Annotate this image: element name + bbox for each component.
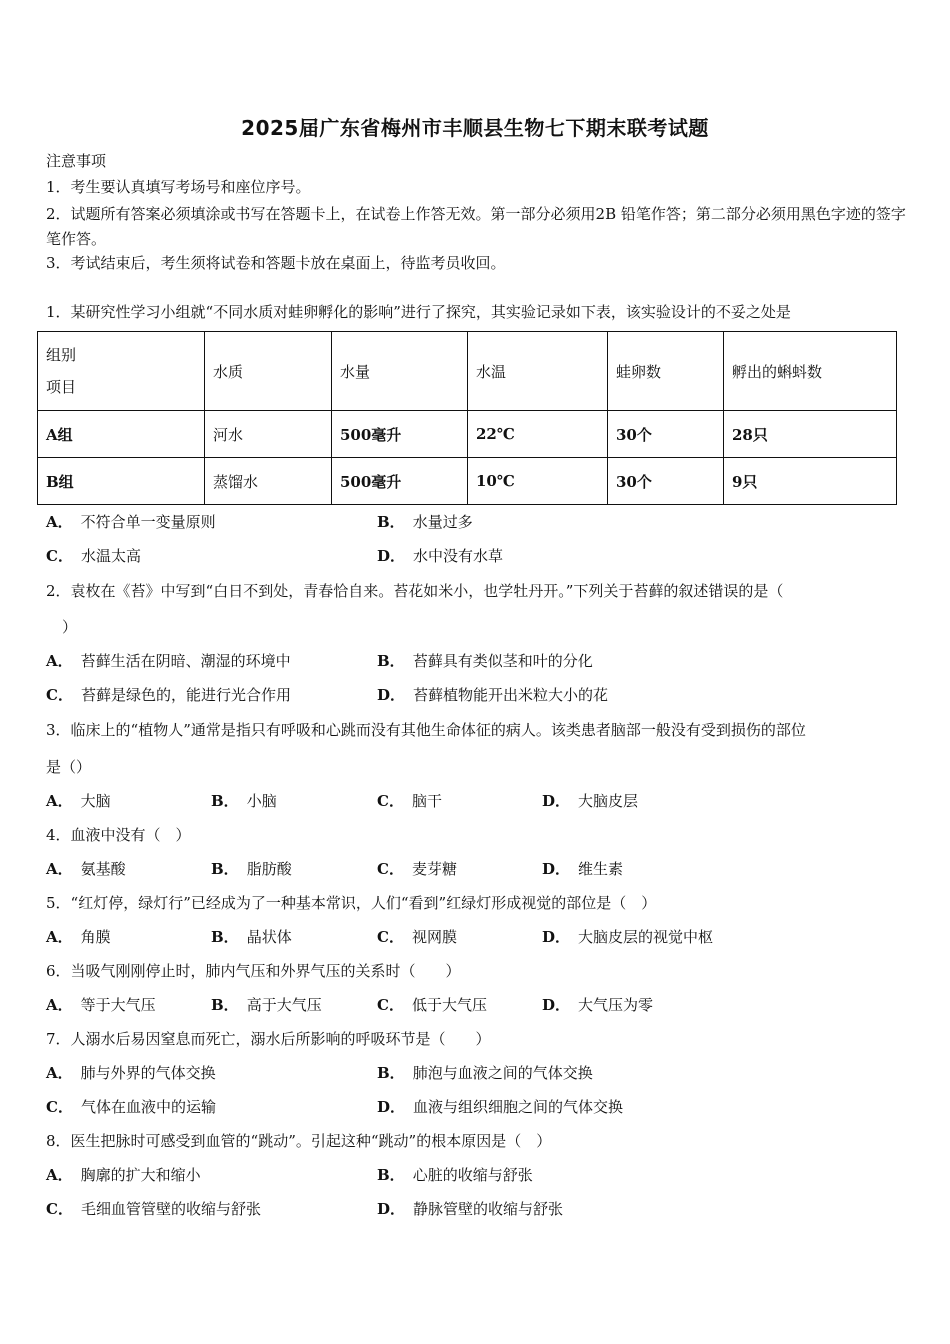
option-d[interactable]: D． 大脑皮层的视觉中枢: [542, 928, 714, 946]
option-a[interactable]: A． 不符合单一变量原则: [46, 513, 216, 531]
notice-item: 3．考试结束后，考生须将试卷和答题卡放在桌面上，待监考员收回。: [46, 254, 506, 272]
option-b[interactable]: B． 小脑: [211, 792, 277, 810]
option-d[interactable]: D． 大气压为零: [542, 996, 654, 1014]
option-d[interactable]: D． 静脉管壁的收缩与舒张: [377, 1200, 564, 1218]
table-corner-cell: [38, 332, 205, 411]
table-cell: B组: [38, 458, 205, 505]
table-header-cell: 孵出的蝌蚪数: [724, 332, 897, 411]
table-row: [38, 411, 897, 458]
option-c[interactable]: C． 视网膜: [377, 928, 457, 946]
option-b[interactable]: B． 苔藓具有类似茎和叶的分化: [377, 652, 593, 670]
option-c[interactable]: C． 苔藓是绿色的，能进行光合作用: [46, 686, 291, 704]
corner-top-label: 组别: [46, 346, 77, 364]
table-cell: 30个: [608, 458, 724, 505]
option-c[interactable]: C． 麦芽糖: [377, 860, 457, 878]
option-a[interactable]: A． 大脑: [46, 792, 111, 810]
option-a[interactable]: A． 苔藓生活在阴暗、潮湿的环境中: [46, 652, 291, 670]
option-c[interactable]: C． 毛细血管管壁的收缩与舒张: [46, 1200, 261, 1218]
option-b[interactable]: B． 晶状体: [211, 928, 292, 946]
question-2-stem-cont: ）: [62, 618, 78, 636]
table-cell: 28只: [724, 411, 897, 458]
option-b[interactable]: B． 高于大气压: [211, 996, 322, 1014]
table-header-cell: 水温: [468, 332, 608, 411]
question-3-stem-cont: 是（）: [46, 758, 92, 776]
table-header-cell: 水量: [332, 332, 468, 411]
table-cell: 河水: [205, 411, 332, 458]
option-c[interactable]: C． 水温太高: [46, 547, 141, 565]
table-cell: 500毫升: [332, 458, 468, 505]
notice-heading: 注意事项: [46, 152, 107, 170]
table-cell: 蒸馏水: [205, 458, 332, 505]
option-c[interactable]: C． 脑干: [377, 792, 442, 810]
option-b[interactable]: B． 心脏的收缩与舒张: [377, 1166, 533, 1184]
corner-bottom-label: 项目: [46, 378, 77, 396]
table-cell: 30个: [608, 411, 724, 458]
question-8-stem: 8．医生把脉时可感受到血管的“跳动”。引起这种“跳动”的根本原因是（ ）: [46, 1132, 552, 1150]
option-a[interactable]: A． 胸廓的扩大和缩小: [46, 1166, 201, 1184]
option-a[interactable]: A． 肺与外界的气体交换: [46, 1064, 216, 1082]
table-cell: A组: [38, 411, 205, 458]
option-a[interactable]: A． 角膜: [46, 928, 111, 946]
option-d[interactable]: D． 维生素: [542, 860, 624, 878]
question-7-stem: 7．人溺水后易因窒息而死亡，溺水后所影响的呼吸环节是（ ）: [46, 1030, 491, 1048]
option-a[interactable]: A． 氨基酸: [46, 860, 126, 878]
table-header-row: [38, 332, 897, 411]
table-header-cell: 蛙卵数: [608, 332, 724, 411]
table-row: [38, 458, 897, 505]
question-6-stem: 6．当吸气刚刚停止时，肺内气压和外界气压的关系时（ ）: [46, 962, 461, 980]
table-cell: 10℃: [468, 458, 608, 505]
notice-item: 1．考生要认真填写考场号和座位序号。: [46, 178, 311, 196]
table-cell: 22℃: [468, 411, 608, 458]
question-3-stem: 3．临床上的“植物人”通常是指只有呼吸和心跳而没有其他生命体征的病人。该类患者脑部一般没有受到损伤的部位: [46, 721, 806, 739]
option-d[interactable]: D． 大脑皮层: [542, 792, 639, 810]
experiment-table: [37, 331, 897, 505]
question-2-stem: 2．袁枚在《苔》中写到“白日不到处，青春恰自来。苔花如米小，也学牡丹开。”下列关于苔藓的叙述错误的是（: [46, 582, 784, 600]
option-c[interactable]: C． 低于大气压: [377, 996, 487, 1014]
table-cell: 9只: [724, 458, 897, 505]
question-4-stem: 4．血液中没有（ ）: [46, 826, 191, 844]
question-5-stem: 5．“红灯停，绿灯行”已经成为了一种基本常识，人们“看到”红绿灯形成视觉的部位是（ ）: [46, 894, 657, 912]
option-d[interactable]: D． 水中没有水草: [377, 547, 504, 565]
table-header-cell: 水质: [205, 332, 332, 411]
option-d[interactable]: D． 苔藓植物能开出米粒大小的花: [377, 686, 609, 704]
option-d[interactable]: D． 血液与组织细胞之间的气体交换: [377, 1098, 624, 1116]
option-a[interactable]: A． 等于大气压: [46, 996, 156, 1014]
option-b[interactable]: B． 肺泡与血液之间的气体交换: [377, 1064, 593, 1082]
notice-item: 2．试题所有答案必须填涂或书写在答题卡上，在试卷上作答无效。第一部分必须用2B 铅笔作答；第二部分必须用黑色字迹的签字笔作答。: [46, 205, 906, 248]
page-title: 2025届广东省梅州市丰顺县生物七下期末联考试题: [241, 116, 709, 140]
option-b[interactable]: B． 脂肪酸: [211, 860, 292, 878]
option-b[interactable]: B． 水量过多: [377, 513, 473, 531]
table-cell: 500毫升: [332, 411, 468, 458]
option-c[interactable]: C． 气体在血液中的运输: [46, 1098, 216, 1116]
question-1-stem: 1．某研究性学习小组就“不同水质对蛙卵孵化的影响”进行了探究，其实验记录如下表，该实验设计的不妥之处是: [46, 303, 791, 321]
